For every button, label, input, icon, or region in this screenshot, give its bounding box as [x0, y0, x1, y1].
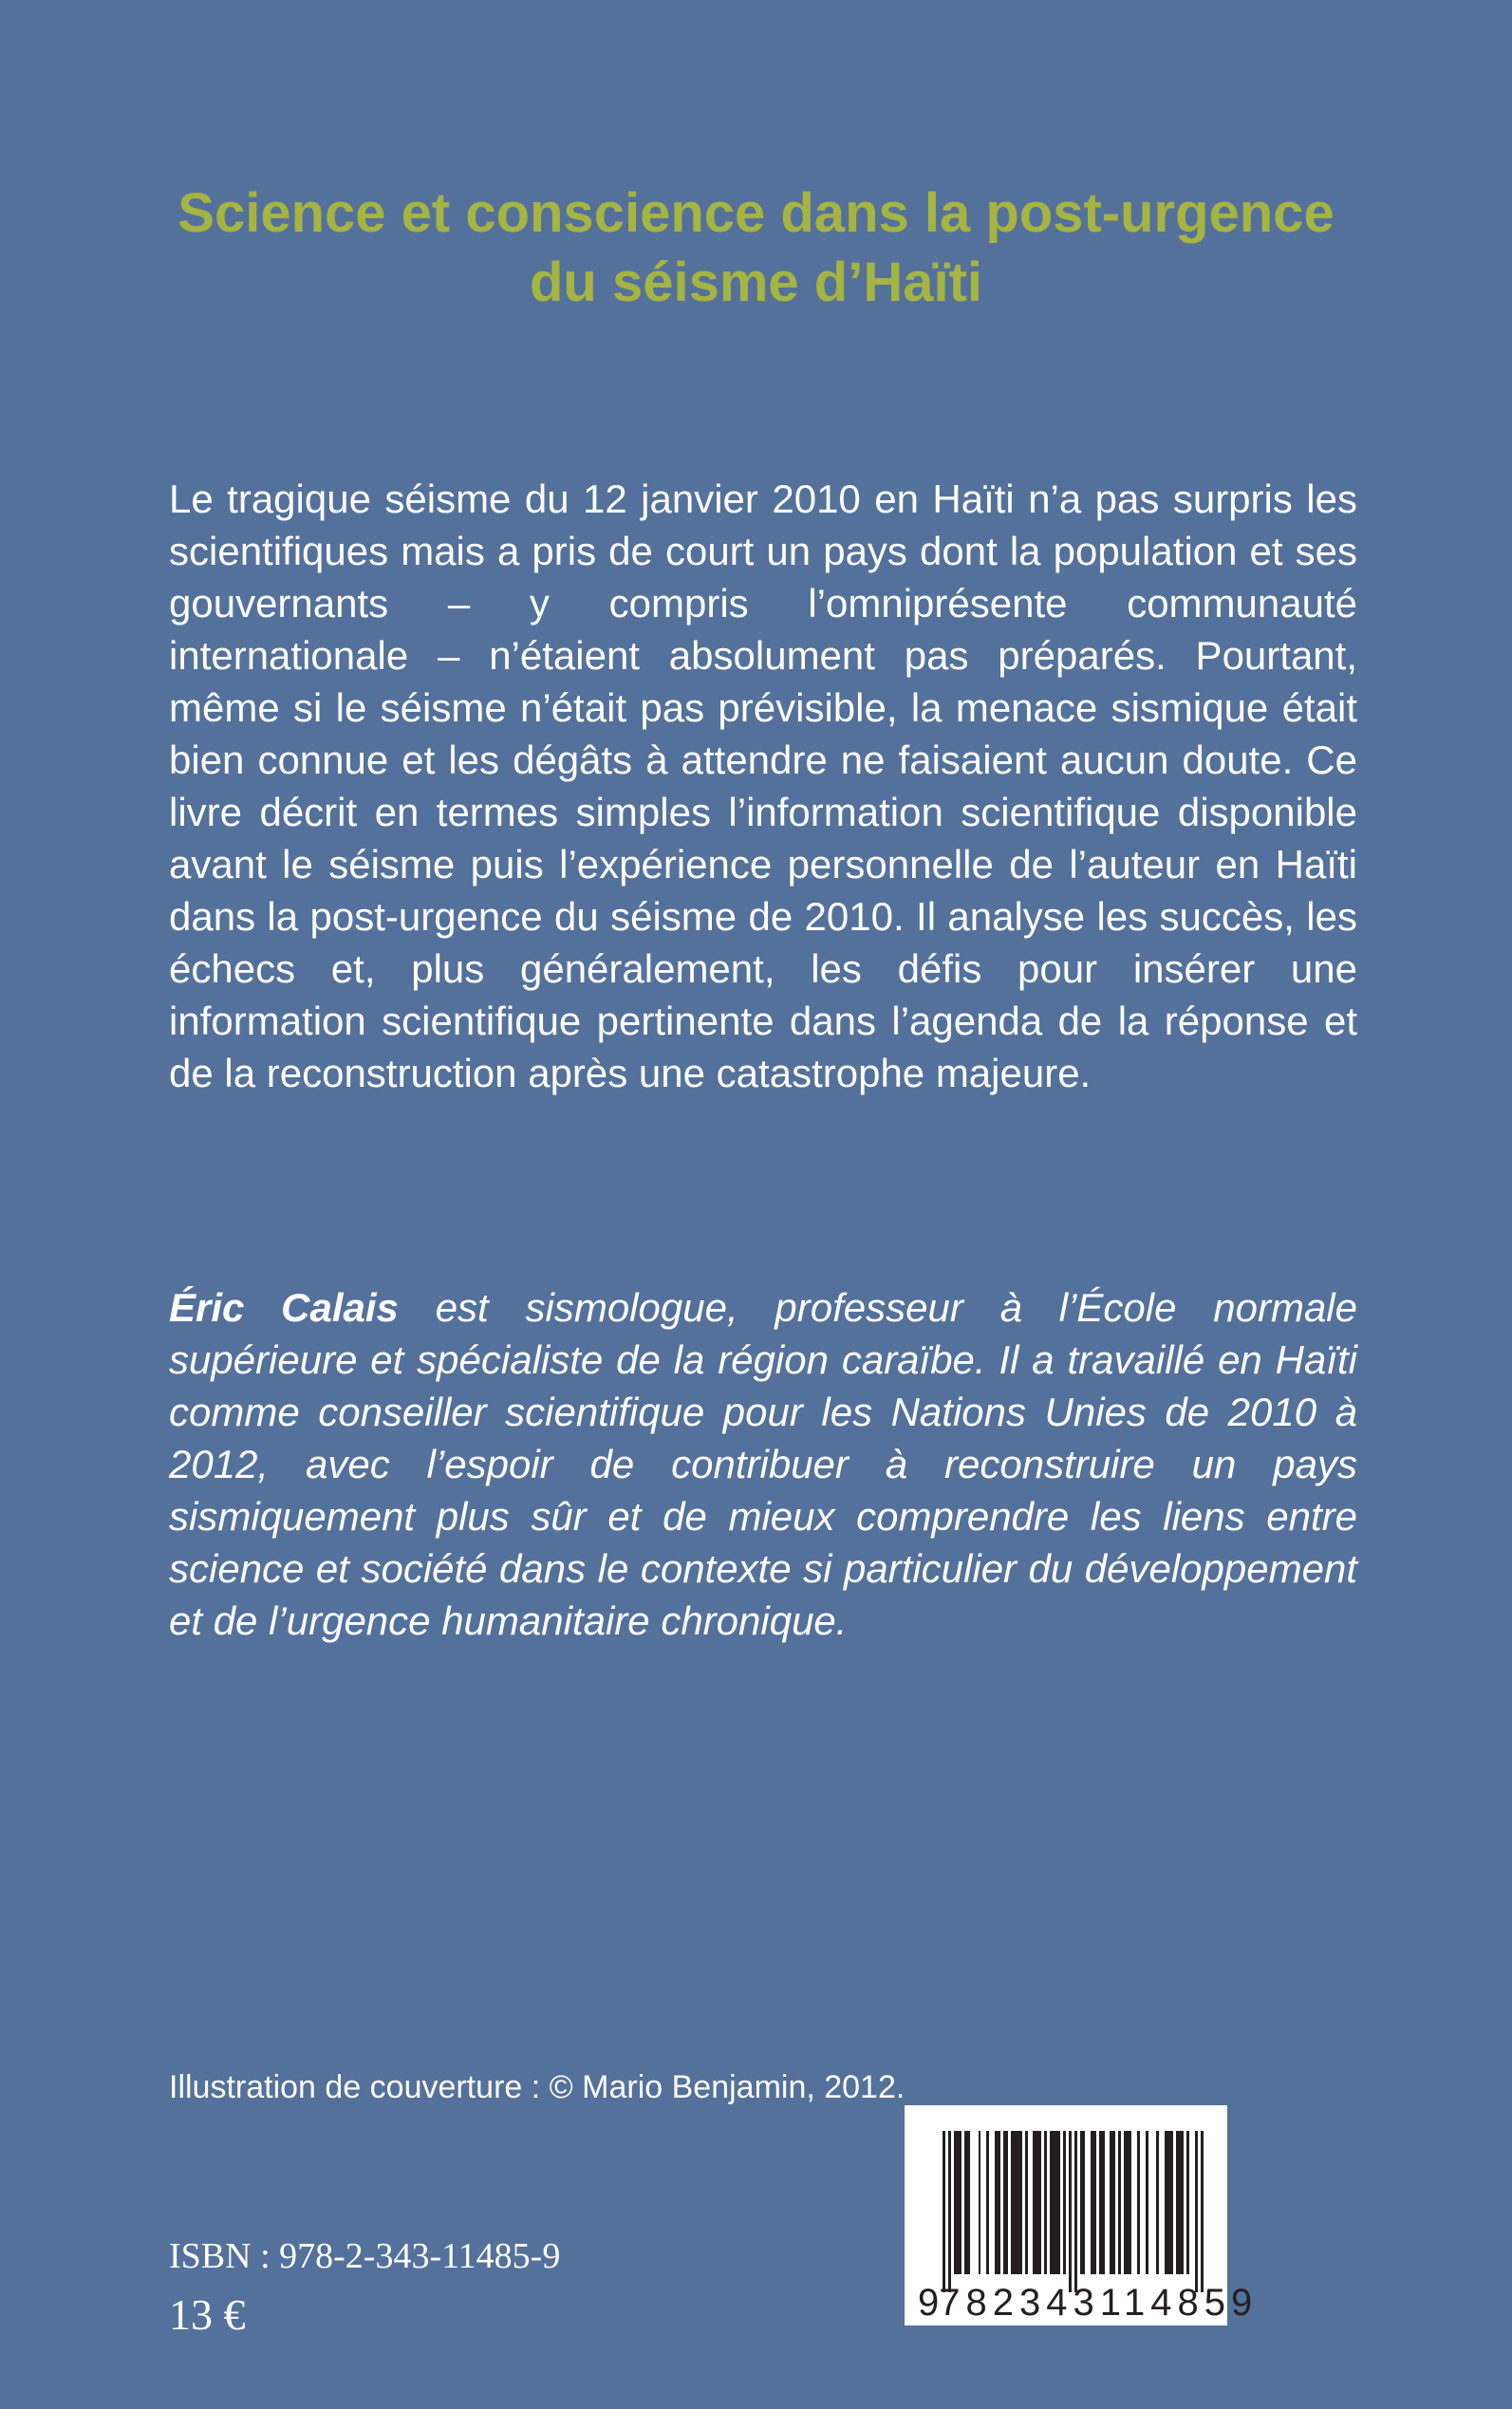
barcode-digit-group-2: 114859 — [1099, 2282, 1259, 2324]
author-bio — [169, 1281, 1357, 1647]
isbn-text: ISBN : 978-2-343-11485-9 — [169, 2236, 561, 2276]
barcode-bars — [943, 2131, 1204, 2292]
author-bio-text: est sismologue, professeur à l’École normale supérieure et spécialiste de la région caraïbe. Il a travaillé en Haïti comme conseiller scientifique pour les Nations Unies de 2010 à 2012, avec l’espoir de contribuer à reconstruire un pays sismiquement plus sûr et de mieux comprendre les liens entre science et société dans le contexte si particulier du développement et de l’urgence humanitaire chronique. — [169, 1285, 1357, 1643]
title-line-2: du séisme d’Haïti — [529, 252, 983, 313]
book-title — [0, 178, 1512, 317]
synopsis-paragraph: Le tragique séisme du 12 janvier 2010 en Haïti n’a pas surpris les scientifiques mais a pris de court un pays dont la population et ses gouvernants – y compris l’omniprésente communauté internationale – n’étaient absolument pas préparés. Pourtant, même si le séisme n’était pas prévisible, la menace sismique était bien connue et les dégâts à attendre ne faisaient aucun doute. Ce livre décrit en termes simples l’information scientifique disponible avant le séisme puis l’expérience personnelle de l’auteur en Haïti dans la post-urgence du séisme de 2010. Il analyse les succès, les échecs et, plus généralement, les défis pour insérer une information scientifique pertinente dans l’agenda de la réponse et de la reconstruction après une catastrophe majeure. — [169, 476, 1357, 1095]
barcode-lead-digit: 9 — [918, 2282, 940, 2324]
barcode-digit-group-1: 782343 — [939, 2282, 1100, 2324]
barcode-panel — [905, 2105, 1259, 2325]
author-name: Éric Calais — [169, 1285, 399, 1330]
barcode-module — [1201, 2131, 1204, 2292]
title-line-1: Science et conscience dans la post-urgence — [177, 182, 1335, 244]
price-text: 13 € — [169, 2290, 246, 2339]
illustration-credit: Illustration de couverture : © Mario Benjamin, 2012. — [169, 2069, 905, 2105]
barcode-digits — [918, 2282, 1259, 2324]
